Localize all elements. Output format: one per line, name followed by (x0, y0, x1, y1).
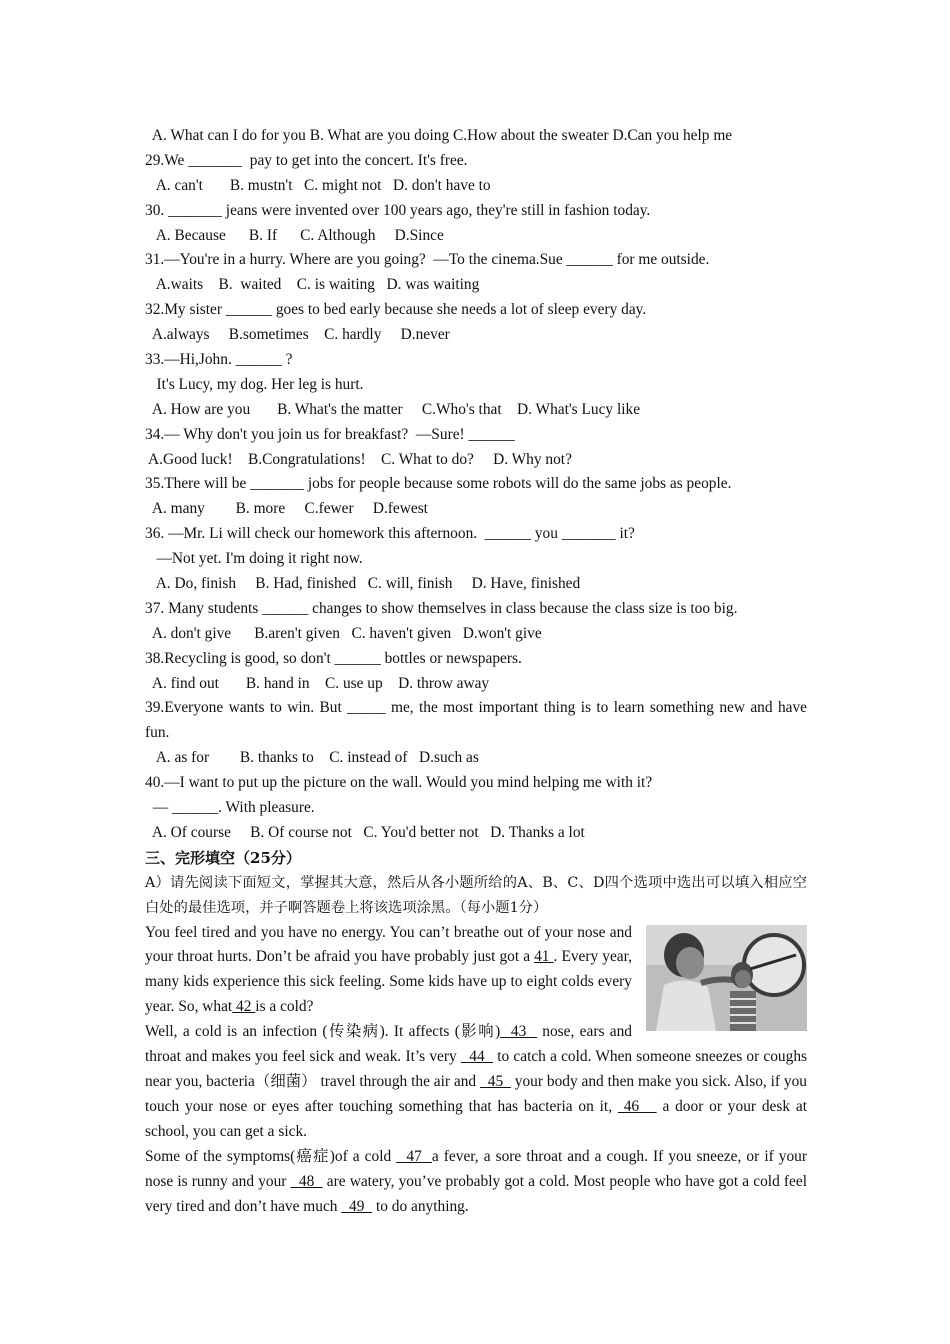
question-stem-reply: — ______. With pleasure. (145, 799, 315, 817)
question-options: A. How are you B. What's the matter C.Who's that D. What's Lucy like (145, 400, 641, 418)
passage-text: Well, a cold is an infection (传染病). It affects (影响) (145, 1023, 501, 1041)
question-stem: 34.— Why don't you join us for breakfast? —Sure! ______ (145, 425, 515, 443)
blank-48: 48 (290, 1172, 323, 1190)
question-stem: 39.Everyone wants to win. But _____ me, the most important thing is to learn something new and have fun. (145, 699, 807, 742)
question-29 (145, 149, 807, 199)
passage-text: to do anything. (372, 1197, 469, 1215)
question-32 (145, 298, 807, 348)
passage-text: your body and then make you sick. Also, if you touch your nose or eyes after touching something that has bacteria on it, (145, 1073, 807, 1115)
question-options: A. find out B. hand in C. use up D. throw away (145, 674, 490, 692)
question-options: A. can't B. mustn't C. might not D. don't have to (145, 176, 491, 194)
question-40 (145, 771, 807, 846)
blank-44: 44 (460, 1048, 494, 1066)
question-stem: 35.There will be _______ jobs for people because some robots will do the same jobs as people. (145, 475, 732, 493)
question-options: A. Do, finish B. Had, finished C. will, finish D. Have, finished (145, 575, 581, 593)
blank-49: 49 (341, 1197, 373, 1215)
blank-43: 43 (500, 1023, 537, 1041)
question-stem: 31.—You're in a hurry. Where are you going? —To the cinema.Sue ______ for me outside. (145, 251, 710, 269)
question-stem: 37. Many students ______ changes to show themselves in class because the class size is too big. (145, 599, 738, 617)
blank-47: 47 (396, 1147, 432, 1165)
passage-text: is a cold? (255, 998, 314, 1016)
blank-41: 41 (534, 948, 554, 966)
section-heading: 三、完形填空（25分） (145, 848, 301, 867)
question-stem: 30. _______ jeans were invented over 100 years ago, they're still in fashion today. (145, 201, 651, 219)
passage-text: Some of the symptoms(癌症)of a cold (145, 1147, 397, 1165)
blank-45: 45 (480, 1073, 511, 1091)
question-stem: 29.We _______ pay to get into the concert. It's free. (145, 151, 468, 169)
question-36 (145, 522, 807, 597)
question-33 (145, 348, 807, 423)
question-options: A. many B. more C.fewer D.fewest (145, 500, 428, 518)
blank-42: 42 (232, 998, 256, 1016)
question-options: A.waits B. waited C. is waiting D. was waiting (145, 276, 480, 294)
section-instructions: A）请先阅读下面短文，掌握其大意，然后从各小题所给的A、B、C、D四个选项中选出可以填入相应空白处的最佳选项，并子啊答题卷上将该选项涂黑。（每小题1分） (145, 874, 807, 916)
question-options: A. Of course B. Of course not C. You'd better not D. Thanks a lot (145, 823, 585, 841)
passage-paragraph-2 (145, 1020, 807, 1145)
doctor-child-photo (646, 925, 807, 1031)
question-options: A. as for B. thanks to C. instead of D.such as (145, 749, 479, 767)
question-stem: 40.—I want to put up the picture on the wall. Would you mind helping me with it? (145, 774, 653, 792)
passage-text: nose, ears and throat and makes you feel sick and weak. It’s very (145, 1023, 632, 1066)
passage-text: are watery, you’ve probably got a cold. Most people who have got a cold feel very tired and don’t have much (145, 1172, 807, 1215)
passage-text: a door or your desk at school, you can get a sick. (145, 1097, 808, 1140)
question-options: A.Good luck! B.Congratulations! C. What to do? D. Why not? (145, 450, 572, 468)
passage-text: to catch a cold. When someone sneezes or coughs near you, bacteria（细菌） travel through the air and (145, 1048, 808, 1091)
question-39 (145, 696, 807, 771)
question-38 (145, 647, 807, 697)
q28-options: A. What can I do for you B. What are you doing C.How about the sweater D.Can you help me (145, 127, 733, 144)
question-stem: 33.—Hi,John. ______ ? (145, 351, 293, 369)
question-stem: 32.My sister ______ goes to bed early because she needs a lot of sleep every day. (145, 301, 647, 319)
passage-paragraph-3 (145, 1145, 807, 1220)
question-35 (145, 472, 807, 522)
question-stem-reply: —Not yet. I'm doing it right now. (145, 550, 363, 568)
passage-text: . Every year, many kids experience this sick feeling. Some kids have up to eight colds every year. So, what (145, 948, 632, 1016)
question-options: A.always B.sometimes C. hardly D.never (145, 326, 450, 344)
question-37 (145, 597, 807, 647)
passage-text: You feel tired and you have no energy. You can’t breathe out of your nose and your throat hurts. Don’t be afraid you have probably just got a (145, 923, 632, 966)
photo-illustration (646, 925, 807, 1031)
question-options: A. don't give B.aren't given C. haven't given D.won't give (145, 624, 542, 642)
blank-46: 46 (617, 1097, 657, 1115)
question-stem: 38.Recycling is good, so don't ______ bottles or newspapers. (145, 649, 522, 667)
passage-text: a fever, a sore throat and a cough. If you sneeze, or if your nose is runny and your (145, 1147, 807, 1190)
question-stem-reply: It's Lucy, my dog. Her leg is hurt. (145, 375, 364, 393)
question-31 (145, 248, 807, 298)
question-30 (145, 199, 807, 249)
question-stem: 36. —Mr. Li will check our homework this afternoon. ______ you _______ it? (145, 525, 635, 543)
exam-page (145, 124, 807, 1219)
question-34 (145, 423, 807, 473)
question-options: A. Because B. If C. Although D.Since (145, 226, 444, 244)
